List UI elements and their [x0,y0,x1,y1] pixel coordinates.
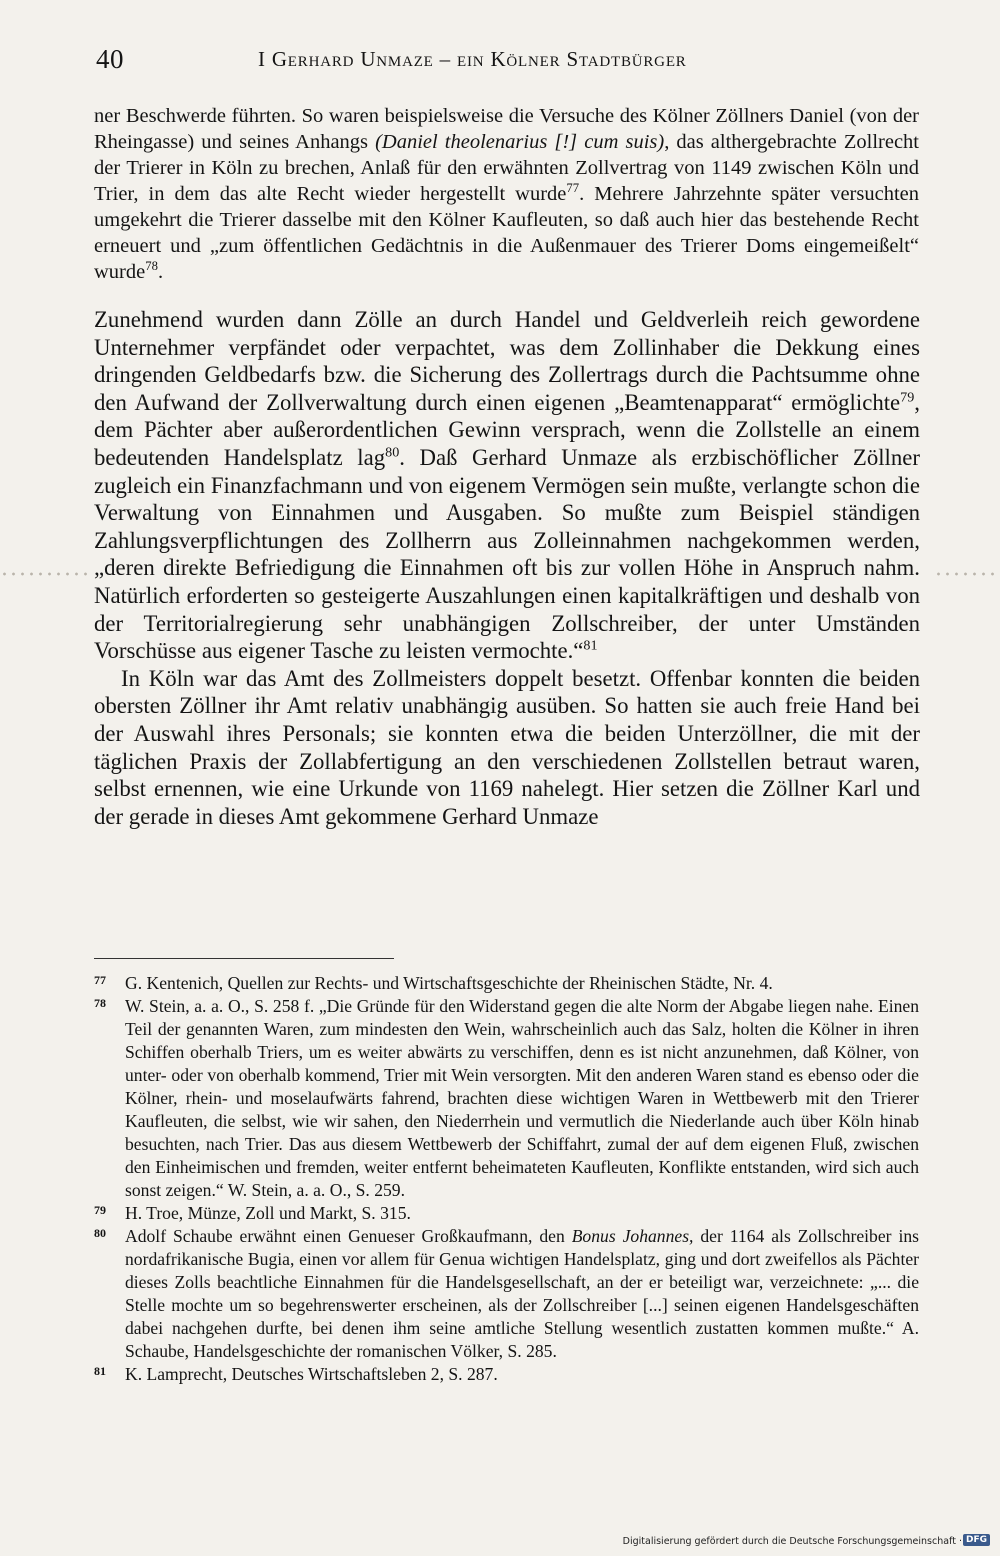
footnote-78: 78 W. Stein, a. a. O., S. 258 f. „Die Gründe für den Widerstand gegen die alte Norm der Abgabe liegen nahe. Einen Teil der genannten Waren, zum mindesten den Wein, wahrscheinlich auch das Salz, holten die Kölner in ihren Schiffen oberhalb Triers, um es weiter abwärts zu verschiffen, denn es ist nicht anzunehmen, daß Kölner, von unter- oder von oberhalb kommend, Trier mit Wein versorgten. Mit den anderen Waren stand es ebenso oder die Kölner, rhein- und moselaufwärts fahrend, brachten diese wichtigen Waren in Wettbewerb mit den Trierer Kaufleuten, die selbst, wie wir sahen, den Niederrhein und vermutlich die Niederlande auch über Köln hinab besuchten, nach Trier. Das aus diesem Wettbewerb der Schiffahrt, zumal der auf dem eigenen Fluß, zwischen den Einheimischen und fremden, weiter entfernt beheimateten Kaufleuten, Konflikte entstanden, wird sich auch sonst zeigen.“ W. Stein, a. a. O., S. 259. [94,995,919,1202]
scan-dot-artifact-left [0,572,90,576]
body-block-small [94,103,919,285]
paragraph-1: ner Beschwerde führten. So waren beispielsweise die Versuche des Kölner Zöllners Daniel (von der Rheingasse) und seines Anhangs (Daniel theolenarius [!] cum suis), das althergebrachte Zollrecht der Trierer in Köln zu brechen, Anlaß für den erwähnten Zollvertrag von 1149 zwischen Köln und Trier, in dem das alte Recht wieder hergestellt wurde$^{77}$. Mehrere Jahrzehnte später versuchten umgekehrt die Trierer dasselbe mit den Kölner Kaufleuten, so daß auch hier das bestehende Recht erneuert und „zum öffentlichen Gedächtnis in die Außenmauer des Trierer Doms eingemeißelt“ wurde$^{78}$. [94,105,919,283]
paragraph-2: Zunehmend wurden dann Zölle an durch Handel und Geldverleih reich gewordene Unternehmer verpfändet oder verpachtet, was dem Zollinhaber die Dekkung eines dringenden Geldbedarfs bzw. die Sicherung des Zollertrags durch die Pachtsumme ohne den Aufwand der Zollverwaltung durch einen eigenen „Beamtenapparat“ ermöglichte$^{79}$, dem Pächter aber außerordentlichen Gewinn versprach, wenn die Zollstelle an einem bedeutenden Handelsplatz lag$^{80}$. Daß Gerhard Unmaze als erzbischöflicher Zöllner zugleich ein Finanzfachmann und von eigenem Vermögen sein mußte, verlangte schon die Verwaltung von Einnahmen und Ausgaben. So mußte zum Beispiel ständigen Zahlungsverpflichtungen des Zollherrn aus Zolleinnahmen nachgekommen werden, „deren direkte Befriedigung die Einnahmen oft bis zur vollen Höhe in Anspruch nahm. Natürlich erforderten so gesteigerte Auszahlungen einen kapitalkräftigen und deshalb von der Territorialregierung sehr unabhängigen Zollschreiber, der unter Umständen Vorschüsse aus eigener Tasche zu leisten vermochte.“$^{81}$ [94,307,921,664]
dfg-logo: DFG [963,1534,990,1546]
footnote-ref-81[interactable]: 81 [583,637,598,654]
footnote-ref-80[interactable]: 80 [385,444,400,461]
running-title: I Gerhard Unmaze – ein Kölner Stadtbürger [258,47,687,71]
footnote-ref-77[interactable]: 77 [566,181,580,196]
footnote-number: 80 [94,1226,106,1240]
footnote-80: 80 Adolf Schaube erwähnt einen Genueser Großkaufmann, den Bonus Johannes, der 1164 als Zollschreiber ins nordafrikanische Bugia, einen vor allem für Genua wichtigen Handelsplatz, ging und dort zweifellos als Pächter dieses Zolls beachtliche Einnahmen für die Handelsgesellschaft, an der er beteiligt war, verzeichnete: „... die Stelle mochte um so begehrenswerter erscheinen, als der Zollschreiber [...] seinen eigenen Handelsgeschäften dabei nachgehen durfte, bei denen ihm seine amtliche Stellung wesentlich zustatten kommen mußte.“ A. Schaube, Handelsgeschichte der romanischen Völker, S. 285. [94,1225,919,1363]
scan-dot-artifact-right [934,572,1000,576]
body-block-large [94,306,920,830]
footnote-ref-79[interactable]: 79 [900,389,915,406]
footnote-number: 81 [94,1364,106,1378]
paragraph-3: In Köln war das Amt des Zollmeisters doppelt besetzt. Offenbar konnten die beiden obersten Zöllner ihr Amt relativ unabhängig ausüben. So hatten sie auch freie Hand bei der Auswahl ihres Personals; sie konnten etwa die beiden Unterzöllner, die mit der täglichen Praxis der Zollabfertigung an den verschiedenen Zollstellen betraut waren, selbst ernennen, wie eine Urkunde von 1169 nahelegt. Hier setzen die Zöllner Karl und der gerade in dieses Amt gekommene Gerhard Unmaze [94,665,920,829]
digitization-credit: Digitalisierung gefördert durch die Deutsche Forschungsgemeinschaft · [622,1536,962,1547]
footnote-79: 79 H. Troe, Münze, Zoll und Markt, S. 315. [94,1202,919,1225]
latin-quote: (Daniel theolenarius [!] cum suis) [375,131,665,153]
footnote-number: 77 [94,973,106,987]
footnote-number: 79 [94,1203,106,1217]
footnote-81: 81 K. Lamprecht, Deutsches Wirtschaftsleben 2, S. 287. [94,1363,919,1386]
footnote-separator [94,958,394,959]
footnote-ref-78[interactable]: 78 [145,259,158,274]
footnotes [94,972,919,1386]
page-number: 40 [96,44,124,74]
footnote-number: 78 [94,996,106,1010]
footnote-77: 77 G. Kentenich, Quellen zur Rechts- und Wirtschaftsgeschichte der Rheinischen Städte, Nr. 4. [94,972,919,995]
